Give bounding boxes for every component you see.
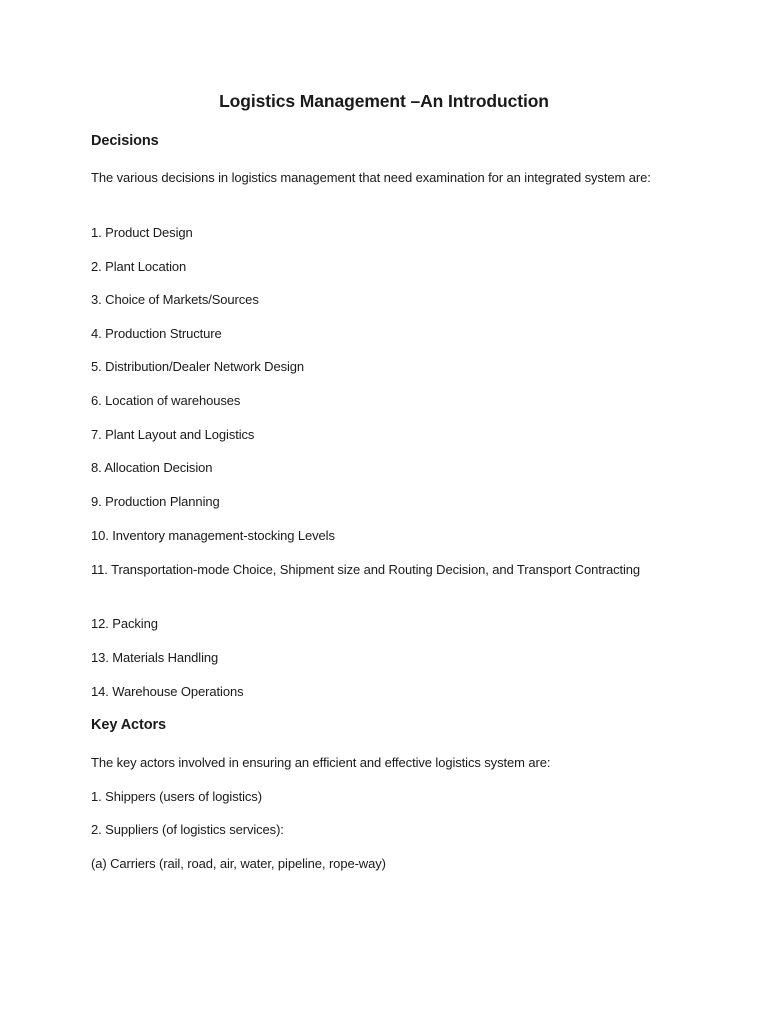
document-title: Logistics Management –An Introduction	[219, 91, 549, 111]
list-item: 12. Packing	[91, 616, 158, 631]
list-item: 8. Allocation Decision	[91, 460, 213, 475]
list-item: 14. Warehouse Operations	[91, 684, 244, 699]
list-item: 2. Plant Location	[91, 259, 187, 274]
list-item: 5. Distribution/Dealer Network Design	[91, 359, 305, 374]
key-actors-intro: The key actors involved in ensuring an efficient and effective logistics system are:	[91, 755, 551, 770]
list-item: 2. Suppliers (of logistics services):	[91, 822, 284, 837]
list-item: 3. Choice of Markets/Sources	[91, 292, 259, 307]
list-item: 13. Materials Handling	[91, 650, 219, 665]
section-heading-decisions: Decisions	[91, 133, 159, 149]
list-item: 11. Transportation-mode Choice, Shipment size and Routing Decision, and Transport Contracting	[91, 562, 641, 577]
decisions-intro: The various decisions in logistics management that need examination for an integrated system are:	[91, 170, 651, 185]
section-heading-key-actors: Key Actors	[91, 717, 167, 733]
list-item: 7. Plant Layout and Logistics	[91, 427, 255, 442]
list-item: 6. Location of warehouses	[91, 393, 241, 408]
list-item: 1. Product Design	[91, 225, 193, 240]
list-item: 10. Inventory management-stocking Levels	[91, 528, 335, 543]
list-item: 9. Production Planning	[91, 494, 220, 509]
list-item: 1. Shippers (users of logistics)	[91, 789, 262, 804]
list-item: 4. Production Structure	[91, 326, 222, 341]
list-item: (a) Carriers (rail, road, air, water, pipeline, rope-way)	[91, 856, 386, 871]
